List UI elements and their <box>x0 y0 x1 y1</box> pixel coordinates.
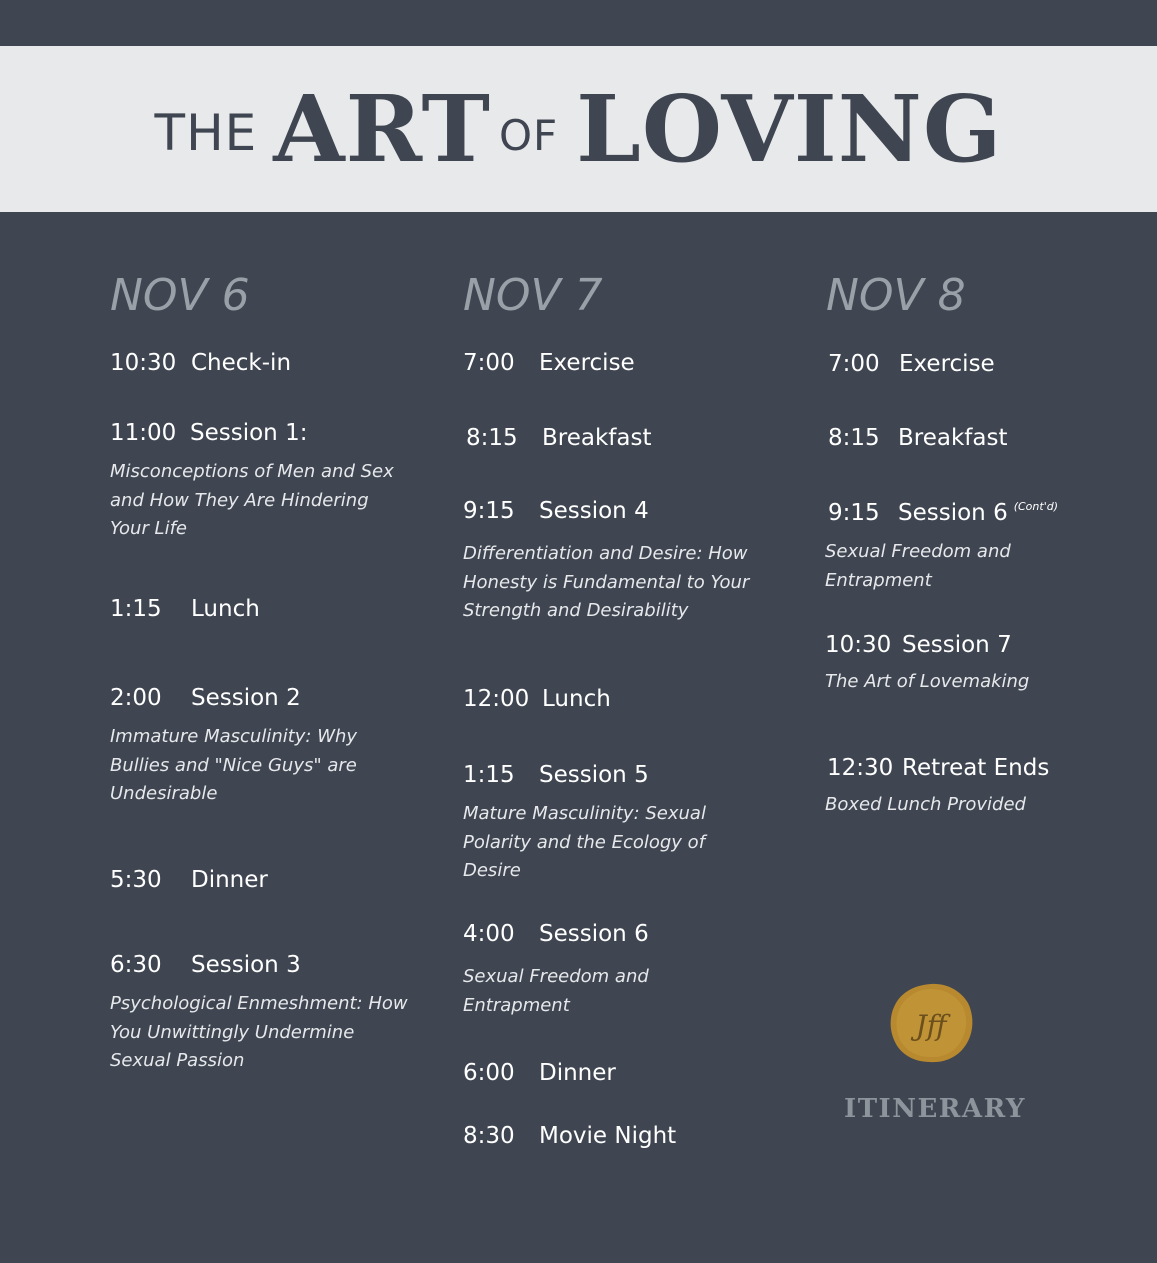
event-title: Session 1: <box>190 420 308 446</box>
day-date: NOV 6 <box>110 270 250 321</box>
title-of: OF <box>498 110 559 160</box>
event-title: Check-in <box>191 350 292 376</box>
schedule-item <box>463 921 763 1020</box>
event-title-text: Session 6 <box>898 500 1008 526</box>
event-description: Mature Masculinity: Sexual Polarity and the Ecology of Desire <box>463 803 706 881</box>
title-the: THE <box>154 104 258 162</box>
event-title: Lunch <box>542 686 611 712</box>
event-title: Session 2 <box>191 685 301 711</box>
event-title-note: (Cont'd) <box>1013 500 1058 513</box>
event-time: 7:00 <box>463 350 515 376</box>
event-time: 9:15 <box>463 498 515 524</box>
event-time: 6:30 <box>110 952 162 978</box>
event-title: Breakfast <box>542 425 652 451</box>
schedule-item <box>825 351 1115 381</box>
logo-monogram: Jff <box>915 1009 947 1042</box>
event-title <box>898 500 1058 526</box>
event-time: 12:00 <box>463 686 530 712</box>
schedule-item <box>110 952 430 1076</box>
schedule-item <box>825 425 1115 455</box>
event-time: 1:15 <box>110 596 162 622</box>
event-title: Retreat Ends <box>902 755 1050 781</box>
schedule-item <box>110 420 430 544</box>
schedule-item <box>110 596 430 626</box>
event-title: Session 3 <box>191 952 301 978</box>
page-title <box>0 46 1157 212</box>
event-description: Sexual Freedom and Entrapment <box>463 966 649 1016</box>
event-title: Session 5 <box>539 762 649 788</box>
event-time: 5:30 <box>110 867 162 893</box>
event-description: The Art of Lovemaking <box>825 671 1030 692</box>
event-title: Session 6 <box>539 921 649 947</box>
itinerary-label: ITINERARY <box>844 1094 1026 1124</box>
event-time: 10:30 <box>110 350 177 376</box>
logo-seal <box>887 981 975 1065</box>
event-description: Boxed Lunch Provided <box>825 794 1026 815</box>
event-time: 6:00 <box>463 1060 515 1086</box>
event-description: Immature Masculinity: Why Bullies and "Nice Guys" are Undesirable <box>110 726 358 804</box>
title-loving: LOVING <box>576 75 1003 183</box>
event-time: 12:30 <box>827 755 894 781</box>
title-art: ART <box>273 75 491 183</box>
event-time: 11:00 <box>110 420 177 446</box>
day-date: NOV 7 <box>463 270 603 321</box>
schedule-item <box>110 350 430 380</box>
schedule-item <box>463 425 763 455</box>
event-time: 8:15 <box>828 425 880 451</box>
schedule-item <box>463 762 763 886</box>
event-time: 2:00 <box>110 685 162 711</box>
event-title: Session 4 <box>539 498 649 524</box>
schedule-item <box>463 686 763 716</box>
event-description: Sexual Freedom and Entrapment <box>825 541 1011 591</box>
schedule-item <box>825 632 1115 697</box>
schedule-item <box>110 685 430 809</box>
schedule-item <box>110 867 430 897</box>
event-description: Psychological Enmeshment: How You Unwittingly Undermine Sexual Passion <box>110 993 408 1071</box>
event-description: Misconceptions of Men and Sex and How They Are Hindering Your Life <box>110 461 394 539</box>
event-title: Exercise <box>539 350 635 376</box>
schedule-item <box>825 500 1115 595</box>
title-banner <box>0 46 1157 212</box>
event-title: Session 7 <box>902 632 1012 658</box>
event-time: 4:00 <box>463 921 515 947</box>
event-time: 8:30 <box>463 1123 515 1149</box>
event-title: Breakfast <box>898 425 1008 451</box>
event-time: 1:15 <box>463 762 515 788</box>
schedule-item <box>463 350 763 380</box>
event-time: 9:15 <box>828 500 880 526</box>
day-date: NOV 8 <box>826 270 966 321</box>
event-time: 7:00 <box>828 351 880 377</box>
schedule-item <box>825 755 1115 820</box>
schedule-item <box>463 1060 763 1090</box>
event-title: Exercise <box>899 351 995 377</box>
event-time: 10:30 <box>825 632 892 658</box>
event-title: Lunch <box>191 596 260 622</box>
schedule-item <box>463 1123 763 1153</box>
event-time: 8:15 <box>466 425 518 451</box>
seal-icon <box>887 981 975 1065</box>
schedule-item <box>463 498 763 626</box>
event-title: Dinner <box>539 1060 616 1086</box>
event-title: Movie Night <box>539 1123 677 1149</box>
event-title: Dinner <box>191 867 268 893</box>
event-description: Differentiation and Desire: How Honesty is Fundamental to Your Strength and Desirability <box>463 543 750 621</box>
